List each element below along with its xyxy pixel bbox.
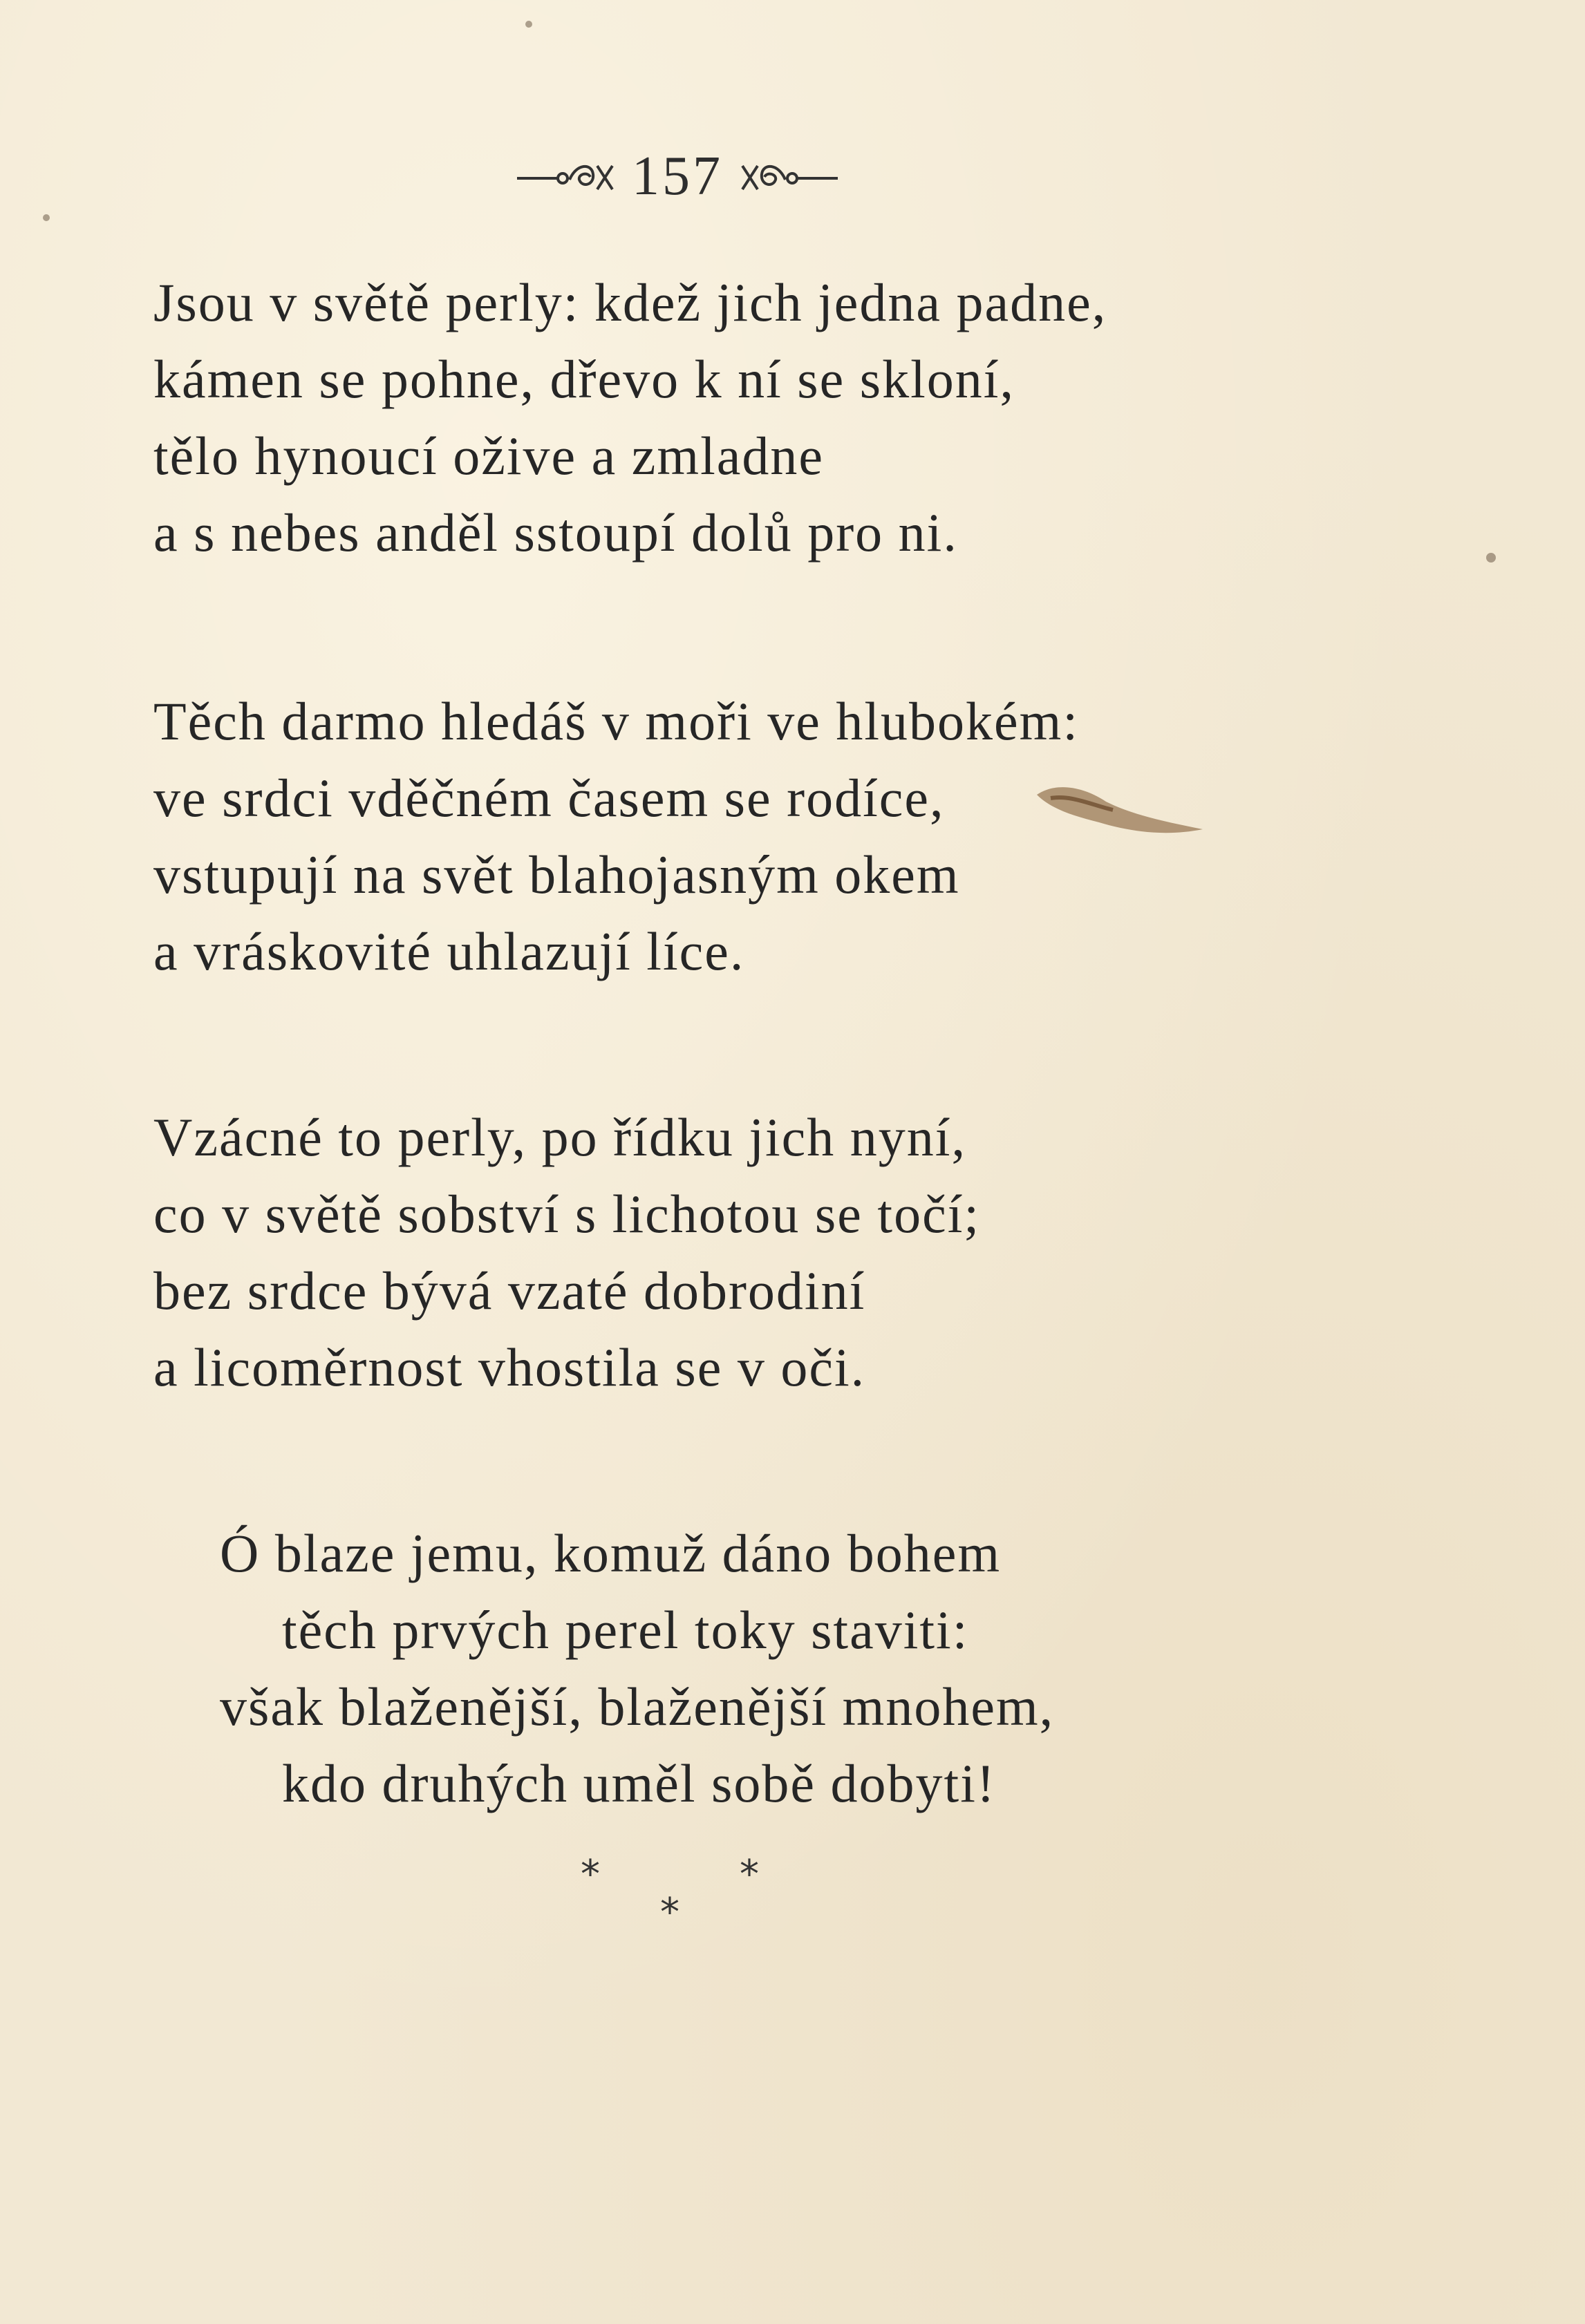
stanza-line: Ó blaze jemu, komuž dáno bohem bbox=[220, 1523, 1002, 1583]
page-number: 157 bbox=[632, 145, 723, 207]
stanza-line: ve srdci vděčném časem se rodíce, bbox=[153, 768, 945, 828]
page-header bbox=[484, 145, 871, 207]
ink-stain-icon bbox=[1030, 767, 1210, 850]
stanza-line: a s nebes anděl sstoupí dolů pro ni. bbox=[153, 502, 958, 563]
stanza-line: kdo druhých uměl sobě dobyti! bbox=[282, 1753, 996, 1813]
stanza-line: a licoměrnost vhostila se v oči. bbox=[153, 1337, 866, 1397]
stanza-line: Vzácné to perly, po řídku jich nyní, bbox=[153, 1107, 966, 1167]
paper-speck bbox=[1486, 553, 1496, 563]
stanza-line: však blaženější, blaženější mnohem, bbox=[220, 1676, 1055, 1737]
paper-speck bbox=[43, 214, 50, 221]
stanza-line: kámen se pohne, dřevo k ní se skloní, bbox=[153, 349, 1015, 409]
stanza-line: těch prvých perel toky staviti: bbox=[282, 1600, 969, 1660]
stanza-line: bez srdce bývá vzaté dobrodiní bbox=[153, 1260, 866, 1321]
closing-asterisks bbox=[567, 1852, 788, 1956]
stanza-4 bbox=[220, 1515, 1360, 1822]
stanza-line: Těch darmo hledáš v moři ve hlubokém: bbox=[153, 691, 1079, 751]
stanza-line: a vráskovité uhlazují líce. bbox=[153, 921, 745, 981]
right-ornament-icon bbox=[735, 159, 839, 193]
paper-speck bbox=[525, 21, 532, 28]
stanza-3 bbox=[153, 1099, 1294, 1406]
stanza-line: tělo hynoucí ožive a zmladne bbox=[153, 426, 824, 486]
asterisk-icon: * bbox=[581, 1852, 600, 1897]
stanza-1 bbox=[153, 264, 1294, 571]
stanza-line: Jsou v světě perly: kdež jich jedna padne, bbox=[153, 272, 1107, 332]
stanza-line: co v světě sobství s lichotou se točí; bbox=[153, 1184, 981, 1244]
asterisk-icon: * bbox=[740, 1852, 759, 1897]
left-ornament-icon bbox=[516, 159, 619, 193]
asterisk-icon: * bbox=[660, 1890, 679, 1935]
stanza-line: vstupují na svět blahojasným okem bbox=[153, 844, 960, 905]
